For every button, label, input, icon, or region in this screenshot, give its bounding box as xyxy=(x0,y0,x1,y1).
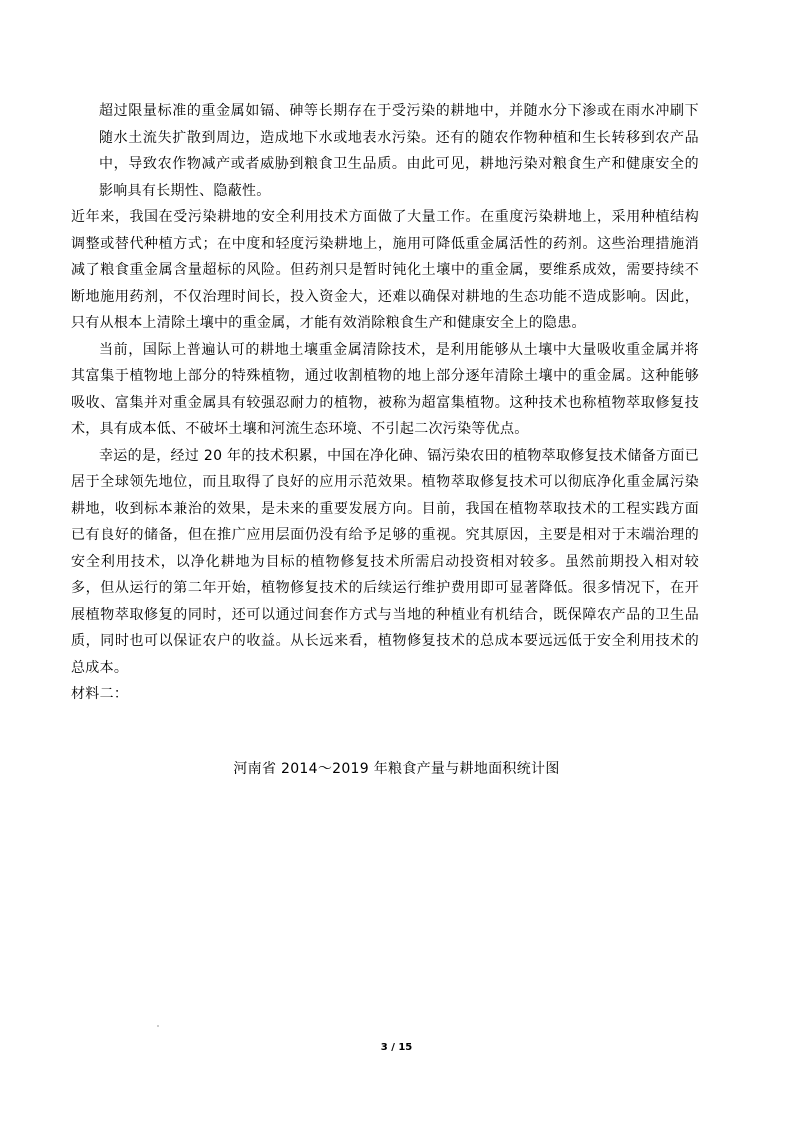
paragraph-2: 近年来，我国在受污染耕地的安全利用技术方面做了大量工作。在重度污染耕地上，采用种植结构调整或替代种植方式；在中度和轻度污染耕地上，施用可降低重金属活性的药剂。这些治理措施消减了粮食重金属含量超标的风险。但药剂只是暂时钝化土壤中的重金属，要维系成效，需要持续不断地施用药剂，不仅治理时间长，投入资金大，还难以确保对耕地的生态功能不造成影响。因此，只有从根本上清除土壤中的重金属，才能有效消除粮食生产和健康安全上的隐患。 xyxy=(71,209,699,331)
article-body xyxy=(71,98,699,708)
paragraph-3: 当前，国际上普遍认可的耕地土壤重金属清除技术，是利用能够从土壤中大量吸收重金属并将其富集于植物地上部分的特殊植物，通过收割植物的地上部分逐年清除土壤中的重金属。这种能够吸收、富集并对重金属具有较强忍耐力的植物，被称为超富集植物。这种技术也称植物萃取修复技术，具有成本低、不破坏土壤和河流生态环境、不引起二次污染等优点。 xyxy=(71,341,699,437)
material-two-label: 材料二： xyxy=(71,686,129,702)
paragraph-1: 超过限量标准的重金属如镉、砷等长期存在于受污染的耕地中，并随水分下渗或在雨水冲刷下随水土流失扩散到周边，造成地下水或地表水污染。还有的随农作物种植和生长转移到农产品中，导致农作物减产或者威胁到粮食卫生品质。由此可见，耕地污染对粮食生产和健康安全的影响具有长期性、隐蔽性。 xyxy=(99,103,699,199)
chart-caption: 河南省 2014～2019 年粮食产量与耕地面积统计图 xyxy=(233,761,560,777)
scan-speck xyxy=(157,1025,159,1027)
paragraph-4: 幸运的是，经过 20 年的技术积累，中国在净化砷、镉污染农田的植物萃取修复技术储备方面已居于全球领先地位，而且取得了良好的应用示范效果。植物萃取修复技术可以彻底净化重金属污染耕地，收到标本兼治的效果，是未来的重要发展方向。目前，我国在植物萃取技术的工程实践方面已有良好的储备，但在推广应用层面仍没有给予足够的重视。究其原因，主要是相对于末端治理的安全利用技术，以净化耕地为目标的植物修复技术所需启动投资相对较多。虽然前期投入相对较多，但从运行的第二年开始，植物修复技术的后续运行维护费用即可显著降低。很多情况下，在开展植物萃取修复的同时，还可以通过间套作方式与当地的种植业有机结合，既保障农产品的卫生品质，同时也可以保证农户的收益。从长远来看，植物修复技术的总成本要远远低于安全利用技术的总成本。 xyxy=(71,447,699,676)
page-number: 3 / 15 xyxy=(380,1042,413,1053)
